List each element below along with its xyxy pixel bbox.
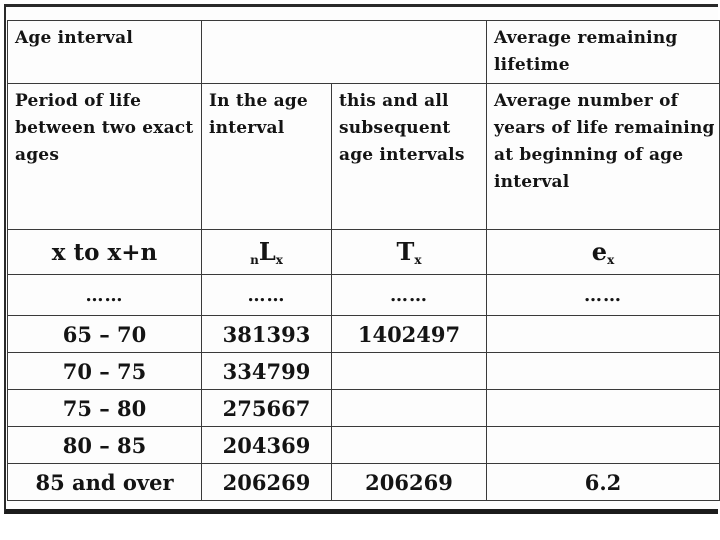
table-row [8,390,720,427]
ex-cell [487,316,720,353]
ellipsis-cell: …… [202,275,332,316]
header-row-1 [8,21,720,84]
ex-cell [487,353,720,390]
ellipsis-cell: …… [8,275,202,316]
nLx-cell: 275667 [202,390,332,427]
ellipsis-cell: …… [332,275,487,316]
nLx-cell: 381393 [202,316,332,353]
header-age-interval: Age interval [8,21,202,84]
symbol-ex [487,230,720,275]
header-period-desc: Period of life between two exact ages [8,84,202,230]
symbol-ex-sub: x [607,253,615,267]
age-cell: 75 – 80 [8,390,202,427]
symbol-nLx-sub: x [275,253,283,267]
table-row [8,316,720,353]
symbol-nLx [202,230,332,275]
symbol-row [8,230,720,275]
nLx-cell: 334799 [202,353,332,390]
symbol-Tx [332,230,487,275]
age-cell: 70 – 75 [8,353,202,390]
nLx-cell: 206269 [202,464,332,501]
ellipsis-row [8,275,720,316]
ex-cell [487,390,720,427]
header-avg-years-desc: Average number of years of life remaining at beginning of age interval [487,84,720,230]
symbol-nLx-main: L [258,237,276,266]
age-cell: 85 and over [8,464,202,501]
symbol-Tx-sub: x [414,253,422,267]
Tx-cell: 1402497 [332,316,487,353]
symbol-Tx-main: T [396,237,415,266]
table-row [8,353,720,390]
header-avg-remaining: Average remaining lifetime [487,21,720,84]
symbol-x-range: x to x+n [8,230,202,275]
header-subsequent: this and all subsequent age intervals [332,84,487,230]
nLx-cell: 204369 [202,427,332,464]
header-blank [202,21,487,84]
symbol-ex-main: e [591,237,608,266]
life-table [7,20,720,501]
ex-cell [487,427,720,464]
table-row [8,427,720,464]
ellipsis-cell: …… [487,275,720,316]
symbol-nLx-prefix: n [250,253,259,267]
header-row-2 [8,84,720,230]
Tx-cell [332,427,487,464]
Tx-cell [332,353,487,390]
Tx-cell: 206269 [332,464,487,501]
Tx-cell [332,390,487,427]
age-cell: 80 – 85 [8,427,202,464]
header-in-interval: In the age interval [202,84,332,230]
age-cell: 65 – 70 [8,316,202,353]
table-row [8,464,720,501]
ex-cell: 6.2 [487,464,720,501]
